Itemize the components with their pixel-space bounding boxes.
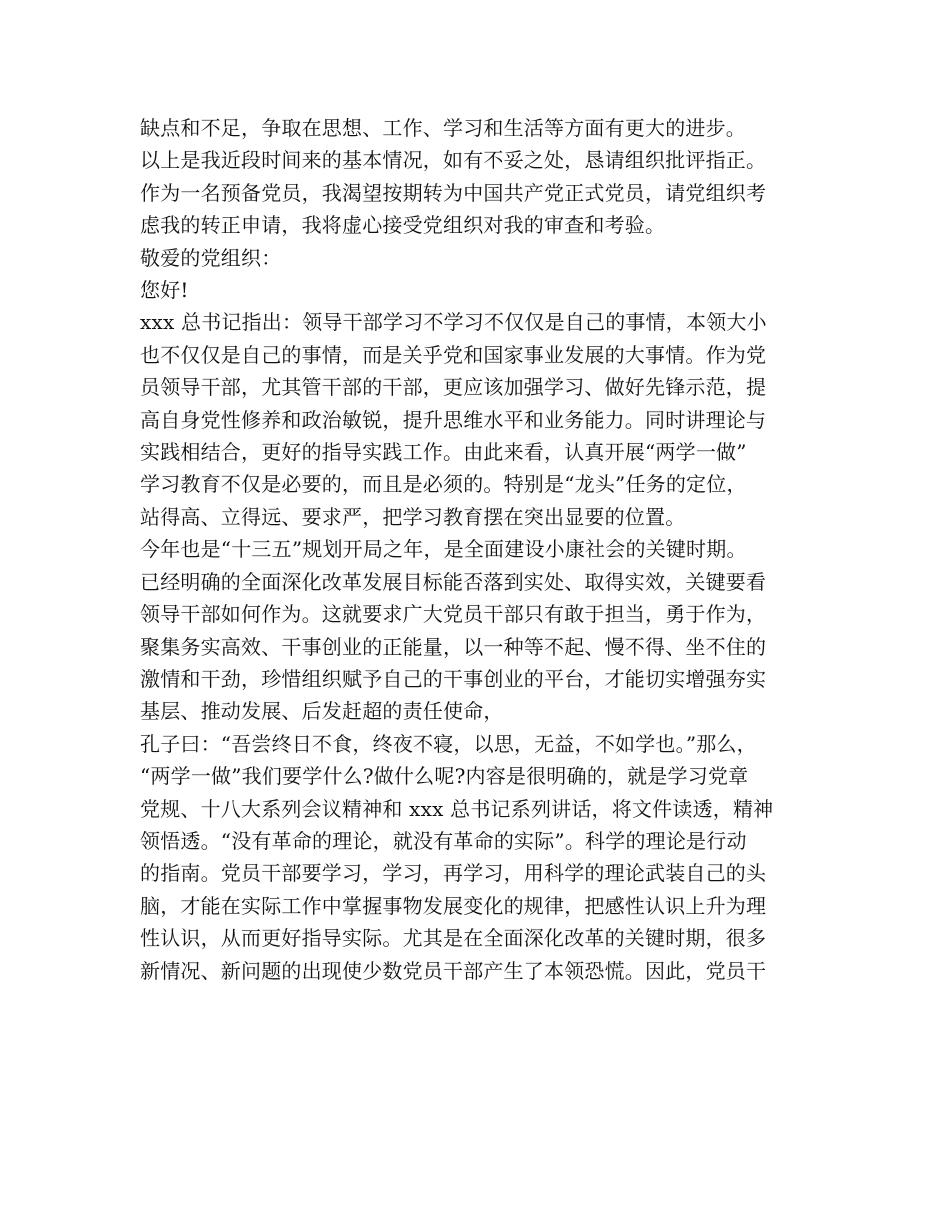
paragraph-thirteenth-five-year-plan: 今年也是“十三五”规划开局之年，是全面建设小康社会的关键时期。 已经明确的全面深化改革发展目标能否落到实处、取得实效，关键要看 领导干部如何作为。这就要求广大党员干部只有敢于担当，勇于作为， 聚集务实高效、干事创业的正能量，以一种等不起、慢不得、坐不住的 激情和干劲，珍惜组织赋予自己的干事创业的平台，才能切实增强夯实 基层、推动发展、后发赶超的责任使命， — [140, 537, 767, 724]
greeting: 您好! — [140, 278, 189, 303]
paragraph-confucius-quote: 孔子曰：“吾尝终日不食，终夜不寝，以思，无益，不如学也。”那么， “两学一做”我们要学什么?做什么呢?内容是很明确的，就是学习党章 党规、十八大系列会议精神和 xxx 总书记系列讲话，将文件读透，精神 领悟透。“没有革命的理论，就没有革命的实际”。科学的理论是行动 的指南。党员干部要学习，学习，再学习，用科学的理论武装自己的头 脑，才能在实际工作中掌握事物发展变化的规律，把感性认识上升为理 性认识，从而更好指导实际。尤其是在全面深化改革的关键时期，很多 新情况、新问题的出现使少数党员干部产生了本领恐慌。因此，党员干 — [140, 731, 774, 983]
paragraph-closing-summary: 以上是我近段时间来的基本情况，如有不妥之处，恳请组织批评指正。 — [140, 148, 767, 173]
paragraph-conversion-request: 作为一名预备党员，我渴望按期转为中国共产党正式党员，请党组织考 虑我的转正申请，我将虚心接受党组织对我的审查和考验。 — [140, 180, 767, 238]
paragraph-closing-shortcomings: 缺点和不足，争取在思想、工作、学习和生活等方面有更大的进步。 — [140, 116, 746, 140]
paragraph-leadership-study: xxx 总书记指出：领导干部学习不学习不仅仅是自己的事情，本领大小 也不仅仅是自己的事情，而是关乎党和国家事业发展的大事情。作为党 员领导干部，尤其管干部的干部，更应该加强学习、做好先锋示范，提 高自身党性修养和政治敏锐，提升思维水平和业务能力。同时讲理论与 实践相结合，更好的指导实践工作。由此来看，认真开展“两学一做” 学习教育不仅是必要的，而且是必须的。特别是“龙头”任务的定位， 站得高、立得远、要求严，把学习教育摆在突出显要的位置。 — [140, 310, 767, 529]
document-body — [140, 112, 830, 987]
salutation: 敬爱的党组织： — [140, 245, 282, 270]
